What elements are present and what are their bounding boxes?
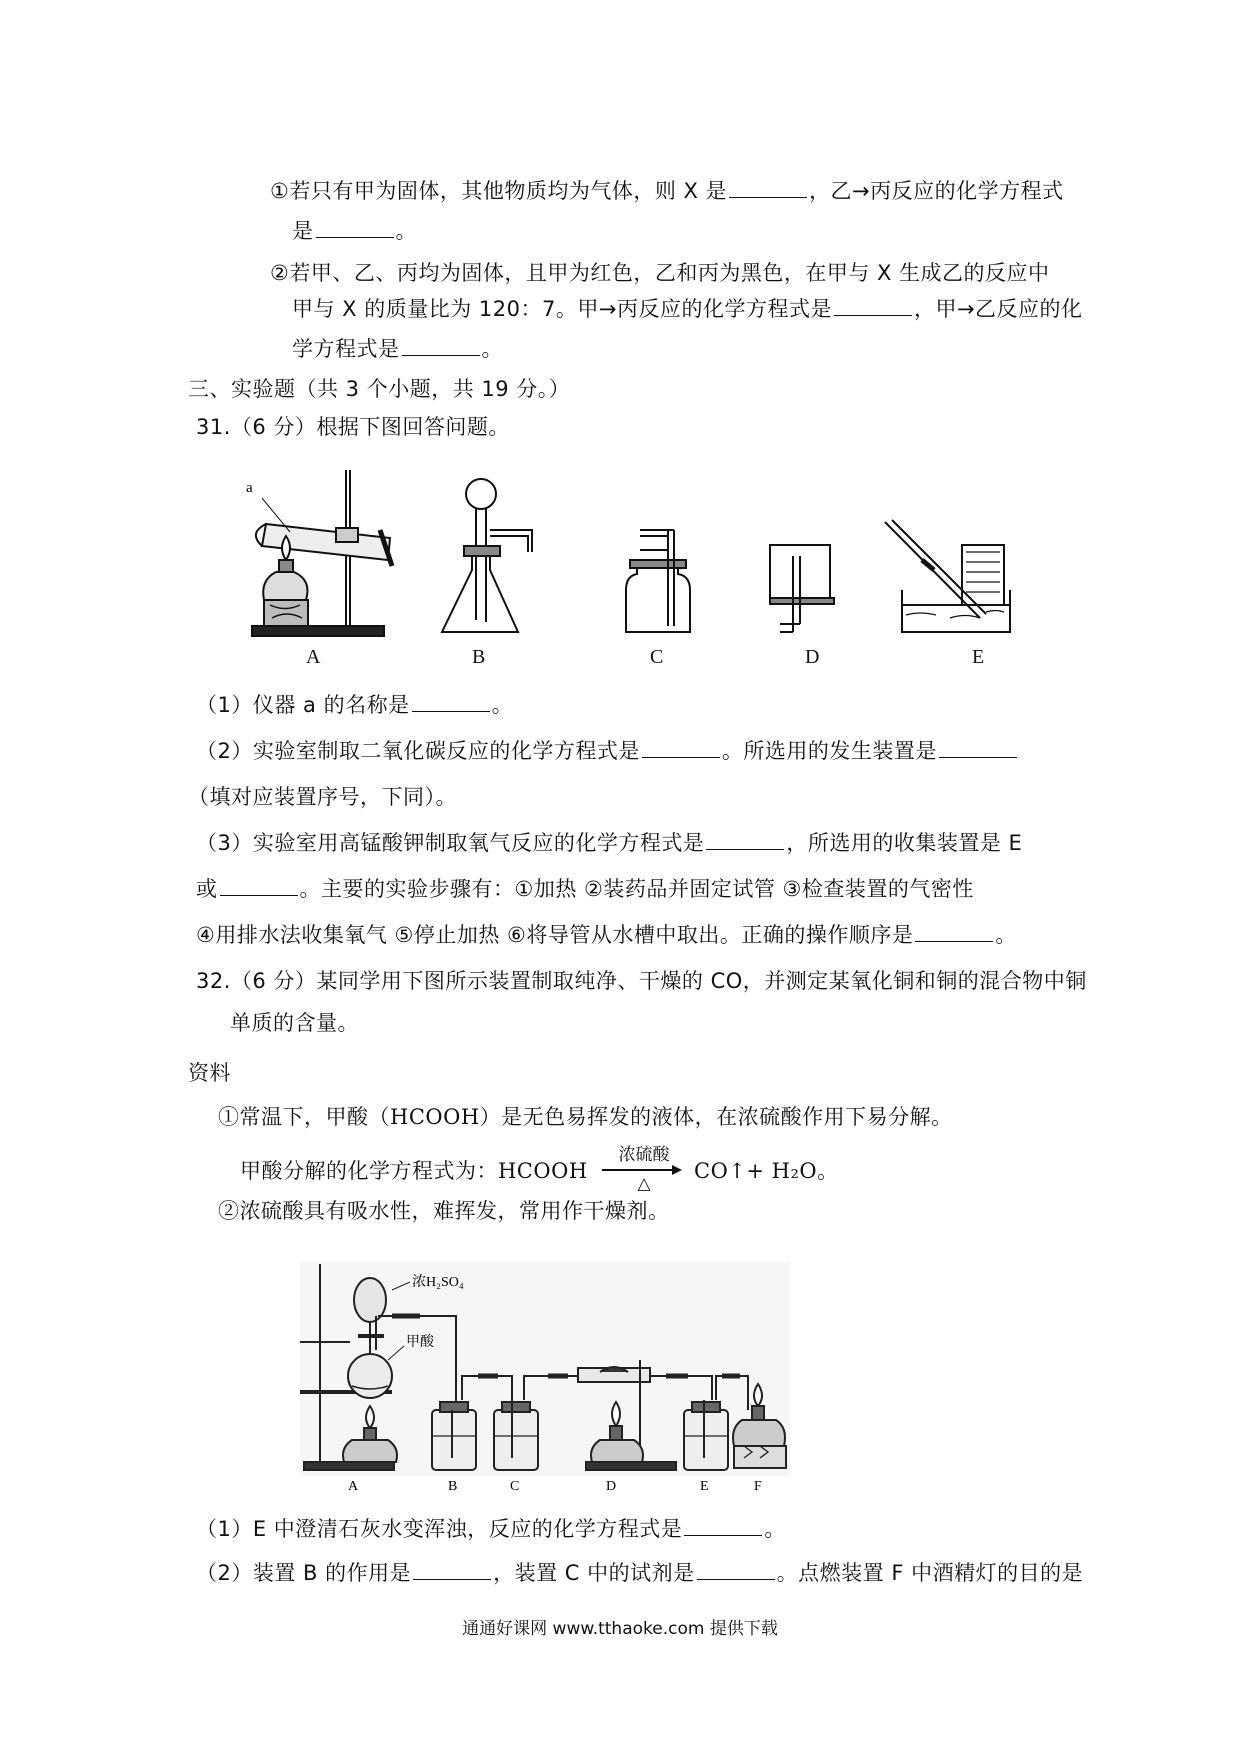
question-31-2: （2）实验室制取二氧化碳反应的化学方程式是 。所选用的发生装置是 [196, 736, 1019, 766]
reagent-label-h2so4: 浓H₂SO₄ [412, 1275, 464, 1290]
question-31-3: （3）实验室用高锰酸钾制取氧气反应的化学方程式是 ，所选用的收集装置是 E [196, 831, 1023, 855]
fig2-label-F: F [754, 1479, 762, 1494]
fig2-label-D: D [606, 1479, 617, 1494]
reference-1: ①常温下，甲酸（HCOOH）是无色易挥发的液体，在浓硫酸作用下易分解。 [218, 1105, 953, 1129]
question-31-3-cont2: ④用排水法收集氧气 ⑤停止加热 ⑥将导管从水槽中取出。正确的操作顺序是 。 [196, 923, 1017, 947]
question-31-1: （1）仪器 a 的名称是 。 [196, 693, 514, 717]
answer-blank[interactable] [684, 1515, 762, 1536]
fig1-label-E: E [972, 646, 985, 668]
fig1-label-D: D [805, 646, 820, 668]
question-30-part2-cont: 甲与 X 的质量比为 120：7。甲→丙反应的化学方程式是 ，甲→乙反应的化 [292, 297, 1083, 321]
question-31-3-cont: 或 。主要的实验步骤有：①加热 ②装药品并固定试管 ③检查装置的气密性 [196, 877, 974, 901]
equation-condition-top: 浓硫酸 [618, 1145, 670, 1165]
question-30-part2: ②若甲、乙、丙均为固体，且甲为红色，乙和丙为黑色，在甲与 X 生成乙的反应中 [270, 261, 1050, 285]
answer-blank[interactable] [413, 1559, 491, 1580]
reference-equation: 甲酸分解的化学方程式为：HCOOH [240, 1159, 588, 1183]
question-30-part1: ①若只有甲为固体，其他物质均为气体，则 X 是 ，乙→丙反应的化学方程式 [270, 179, 1064, 203]
question-31-title: 31.（6 分）根据下图回答问题。 [196, 415, 510, 439]
fig2-label-E: E [700, 1479, 709, 1494]
reference-equation-products: CO↑+ H₂O。 [694, 1159, 839, 1183]
fig2-label-B: B [448, 1479, 458, 1494]
fig1-label-C: C [650, 646, 664, 668]
question-30-part1-cont: 是 。 [292, 219, 417, 243]
fig2-label-A: A [348, 1479, 359, 1494]
question-31-2-cont: （填对应装置序号，下同）。 [188, 785, 457, 809]
equation-condition-bottom: △ [637, 1174, 651, 1194]
section-3-heading: 三、实验题（共 3 个小题，共 19 分。） [188, 377, 571, 401]
reference-2: ②浓硫酸具有吸水性，难挥发，常用作干燥剂。 [218, 1199, 670, 1223]
answer-blank[interactable] [697, 1559, 775, 1580]
question-32-title: 32.（6 分）某同学用下图所示装置制取纯净、干燥的 CO，并测定某氧化铜和铜的混合物中铜 [196, 969, 1087, 993]
fig1-label-A: A [306, 646, 321, 668]
question-32-1: （1）E 中澄清石灰水变浑浊，反应的化学方程式是 。 [196, 1517, 786, 1541]
reference-heading: 资料 [188, 1061, 231, 1085]
question-30-part2-cont2: 学方程式是 。 [292, 337, 503, 361]
fig2-label-C: C [510, 1479, 520, 1494]
question-32-2: （2）装置 B 的作用是 ，装置 C 中的试剂是 。点燃装置 F 中酒精灯的目的是 [196, 1561, 1084, 1585]
fig1-label-B: B [472, 646, 486, 668]
page-footer: 通通好课网 www.tthaoke.com 提供下载 [462, 1619, 778, 1639]
reagent-label-formic-acid: 甲酸 [406, 1335, 434, 1350]
question-32-title-cont: 单质的含量。 [230, 1011, 359, 1035]
label-a-callout: a [246, 480, 253, 496]
